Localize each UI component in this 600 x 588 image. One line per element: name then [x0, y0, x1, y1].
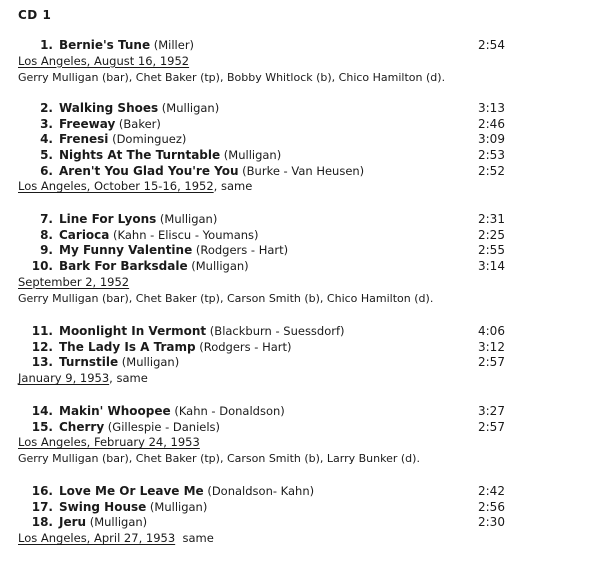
track-number: 4.	[40, 132, 53, 147]
track-composer: (Gillespie - Daniels)	[104, 419, 221, 434]
track-title: Walking Shoes	[59, 101, 159, 115]
track-row	[0, 340, 600, 356]
track-row	[0, 259, 600, 275]
session-place-date: Los Angeles, August 16, 1952	[18, 53, 190, 68]
track-composer: (Rodgers - Hart)	[192, 243, 289, 258]
track-title: Love Me Or Leave Me	[59, 484, 204, 498]
disc-label: CD 1	[18, 8, 52, 22]
track-duration: 2:53	[478, 148, 505, 163]
track-row	[0, 243, 600, 259]
track-row	[0, 148, 600, 164]
track-composer: (Burke - Van Heusen)	[238, 163, 365, 178]
track-number: 12.	[31, 339, 53, 354]
track-number: 2.	[40, 101, 53, 115]
track-duration: 3:13	[478, 101, 505, 115]
track-duration: 2:31	[478, 212, 505, 226]
track-duration: 3:12	[478, 339, 505, 354]
track-duration: 2:57	[478, 419, 505, 434]
track-title: Frenesi	[59, 132, 109, 147]
track-duration: 2:52	[478, 163, 505, 178]
track-title: Bernie's Tune	[59, 38, 151, 52]
session-location	[18, 435, 600, 450]
track-composer: (Kahn - Donaldson)	[170, 404, 285, 418]
track-title: Makin' Whoopee	[59, 404, 171, 418]
track-number: 11.	[31, 324, 53, 338]
track-number: 14.	[31, 404, 53, 418]
track-number: 10.	[31, 259, 53, 274]
track-composer: (Dominguez)	[108, 132, 187, 147]
session-block	[0, 38, 600, 86]
session-place-date: Los Angeles, April 27, 1953	[18, 531, 176, 546]
track-duration: 2:56	[478, 499, 505, 514]
session-place-date: Los Angeles, February 24, 1953	[18, 435, 200, 450]
track-composer: (Rodgers - Hart)	[195, 339, 292, 354]
session-location	[18, 531, 600, 546]
track-duration: 2:55	[478, 243, 505, 258]
session-location	[18, 371, 600, 386]
session-location	[18, 179, 600, 194]
track-number: 17.	[31, 499, 53, 514]
session-place-date: Los Angeles, October 15-16, 1952	[18, 179, 214, 194]
track-number: 5.	[40, 148, 53, 163]
track-number: 9.	[40, 243, 53, 258]
session-location	[18, 275, 600, 290]
track-composer: (Kahn - Eliscu - Youmans)	[109, 227, 259, 242]
session-place-date: September 2, 1952	[18, 274, 130, 289]
track-row	[0, 324, 600, 340]
track-composer: (Miller)	[150, 38, 195, 52]
track-duration: 2:46	[478, 116, 505, 131]
track-title: Bark For Barksdale	[59, 259, 188, 274]
track-number: 1.	[40, 38, 53, 52]
track-title: Swing House	[59, 499, 147, 514]
track-duration: 4:06	[478, 324, 505, 338]
track-number: 16.	[31, 484, 53, 498]
track-duration: 2:42	[478, 484, 505, 498]
track-title: Freeway	[59, 116, 116, 131]
track-row	[0, 164, 600, 180]
track-row	[0, 117, 600, 133]
track-title: My Funny Valentine	[59, 243, 193, 258]
track-number: 3.	[40, 116, 53, 131]
session-personnel: Gerry Mulligan (bar), Chet Baker (tp), Carson Smith (b), Larry Bunker (d).	[18, 452, 420, 466]
track-row	[0, 484, 600, 500]
track-number: 13.	[31, 355, 53, 370]
track-composer: (Mulligan)	[156, 212, 218, 226]
track-title: Turnstile	[59, 355, 119, 370]
track-title: Jeru	[59, 515, 87, 530]
track-composer: (Baker)	[115, 116, 161, 131]
session-block	[0, 212, 600, 307]
track-row	[0, 212, 600, 228]
track-duration: 3:27	[478, 404, 505, 418]
session-personnel: Gerry Mulligan (bar), Chet Baker (tp), Bobby Whitlock (b), Chico Hamilton (d).	[18, 70, 446, 84]
track-duration: 2:57	[478, 355, 505, 370]
track-title: Carioca	[59, 227, 110, 242]
track-title: Nights At The Turntable	[59, 148, 221, 163]
session-place-date: January 9, 1953	[18, 371, 110, 386]
track-duration: 3:14	[478, 259, 505, 274]
track-title: The Lady Is A Tramp	[59, 339, 196, 354]
track-duration: 3:09	[478, 132, 505, 147]
session-block	[0, 101, 600, 194]
track-duration: 2:25	[478, 227, 505, 242]
track-duration: 2:30	[478, 515, 505, 530]
session-block	[0, 404, 600, 467]
track-row	[0, 101, 600, 117]
track-number: 7.	[40, 212, 53, 226]
session-location-note: , same	[109, 371, 148, 386]
track-composer: (Mulligan)	[158, 101, 220, 115]
track-composer: (Mulligan)	[187, 259, 249, 274]
track-composer: (Mulligan)	[86, 515, 148, 530]
track-number: 15.	[31, 419, 53, 434]
track-composer: (Mulligan)	[118, 355, 180, 370]
track-title: Cherry	[59, 419, 105, 434]
track-row	[0, 515, 600, 531]
track-duration: 2:54	[478, 38, 505, 52]
track-composer: (Mulligan)	[220, 148, 282, 163]
track-composer: (Donaldson- Kahn)	[203, 484, 315, 498]
track-composer: (Mulligan)	[146, 499, 208, 514]
track-number: 8.	[40, 227, 53, 242]
track-title: Moonlight In Vermont	[59, 324, 207, 338]
track-row	[0, 355, 600, 371]
session-location-note: same	[175, 531, 214, 546]
track-row	[0, 228, 600, 244]
session-location-note: , same	[213, 179, 253, 194]
track-title: Aren't You Glad You're You	[59, 163, 239, 178]
track-number: 6.	[40, 163, 53, 178]
track-title: Line For Lyons	[59, 212, 157, 226]
track-row	[0, 404, 600, 420]
session-block	[0, 324, 600, 386]
track-row	[0, 420, 600, 436]
track-number: 18.	[31, 515, 53, 530]
session-personnel: Gerry Mulligan (bar), Chet Baker (tp), Carson Smith (b), Chico Hamilton (d).	[18, 291, 434, 305]
session-location	[18, 54, 600, 69]
track-row	[0, 132, 600, 148]
track-row	[0, 500, 600, 516]
session-block	[0, 484, 600, 546]
track-composer: (Blackburn - Suessdorf)	[206, 324, 345, 338]
track-row	[0, 38, 600, 54]
